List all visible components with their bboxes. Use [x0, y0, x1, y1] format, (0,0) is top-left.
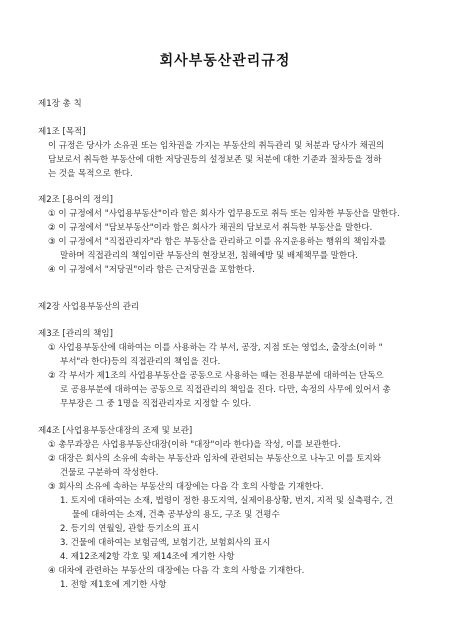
article-4-item: ④ 대차에 관련하는 부동산의 대장에는 다음 각 호의 사항을 기재한다. — [48, 566, 305, 576]
article-1-text: 는 것을 목적으로 한다. — [48, 169, 133, 179]
article-2-item-cont: 말하며 직접관리의 책임이란 부동산의 현장보전, 침해예방 및 배제책무를 말한다. — [60, 251, 358, 261]
article-3-item-cont: 무부장은 그 중 1명을 직접관리자로 지정할 수 있다. — [60, 399, 252, 409]
article-3-item: ② 각 부서가 제1조의 사업용부동산을 공동으로 사용하는 때는 전용부분에 대하여는 단독으 — [48, 371, 384, 381]
article-3-item: ① 사업용부동산에 대하여는 이를 사용하는 각 부서, 공장, 지점 또는 영업소, 출장소(이하 " — [48, 343, 383, 353]
article-2-item: ③ 이 규정에서 "직접관리자"라 함은 부동산을 관리하고 이를 유지운용하는 행위의 책임자를 — [48, 237, 387, 247]
article-3-item-cont: 로 공용부분에 대하여는 공동으로 직접관리의 책임을 진다. 다만, 속정의 사무에 있어서 총 — [60, 385, 391, 395]
article-3-item-cont: 부서"라 한다)등의 직접관리의 책임을 진다. — [60, 357, 221, 367]
article-heading-3: 제3조 [관리의 책임] — [38, 329, 113, 339]
article-4-item: ② 대장은 회사의 소유에 속하는 부동산과 임차에 관련되는 부동산으로 나누고 이를 토지와 — [48, 454, 381, 464]
article-4-subitem: 4. 제12조제2항 각호 및 제14조에 게기한 사항 — [60, 552, 235, 562]
chapter-heading-1: 제1장 총 칙 — [38, 99, 82, 109]
document-title: 회사부동산관리규정 — [159, 53, 291, 69]
article-4-item: ③ 회사의 소유에 속하는 부동산의 대장에는 다음 각 호의 사항을 기재한다. — [48, 482, 324, 492]
chapter-heading-2: 제2장 사업용부동산의 관리 — [38, 302, 140, 312]
article-4-subitem: 1. 토지에 대하여는 소재, 법령이 정한 용도지역, 실제이용상황, 번지, 지적 및 실측평수, 건 — [60, 496, 394, 506]
article-2-item: ① 이 규정에서 "사업용부동산"이라 함은 회사가 업무용도로 취득 또는 임차한 부동산을 말한다. — [48, 209, 400, 219]
article-1-text: 이 규정은 당사가 소유권 또는 임차권을 가지는 부동산의 취득관리 및 처분과 당사가 채권의 — [48, 141, 385, 151]
article-4-subitem-cont: 물에 대하여는 소재, 건축 공부상의 용도, 구조 및 건평수 — [72, 510, 280, 520]
article-heading-2: 제2조 [용어의 정의] — [38, 195, 113, 205]
article-2-item: ② 이 규정에서 "담보부동산"이라 함은 회사가 채권의 담보로서 취득한 부동산을 말한다. — [48, 223, 373, 233]
article-1-text: 담보로서 취득한 부동산에 대한 저당권등의 설정보존 및 처분에 대한 기준과 절차등을 정하 — [48, 155, 382, 165]
article-heading-1: 제1조 [목적] — [38, 127, 86, 137]
article-heading-4: 제4조 [사업용부동산대장의 조제 및 보관] — [38, 426, 193, 436]
article-4-subitem: 2. 등기의 연월일, 관할 등기소의 표시 — [60, 524, 200, 534]
article-4-subitem: 1. 전항 제1호에 게기한 사항 — [60, 580, 167, 590]
article-2-item: ④ 이 규정에서 "저당권"이라 함은 근저당권을 포함한다. — [48, 265, 255, 275]
article-4-subitem: 3. 건물에 대하여는 보험금액, 보험기간, 보험회사의 표시 — [60, 538, 271, 548]
article-4-item-cont: 건물로 구분하여 작성한다. — [60, 468, 159, 478]
article-4-item: ① 총무과장은 사업용부동산대장(이하 "대장"이라 한다)을 작성, 이를 보관한다. — [48, 440, 341, 450]
